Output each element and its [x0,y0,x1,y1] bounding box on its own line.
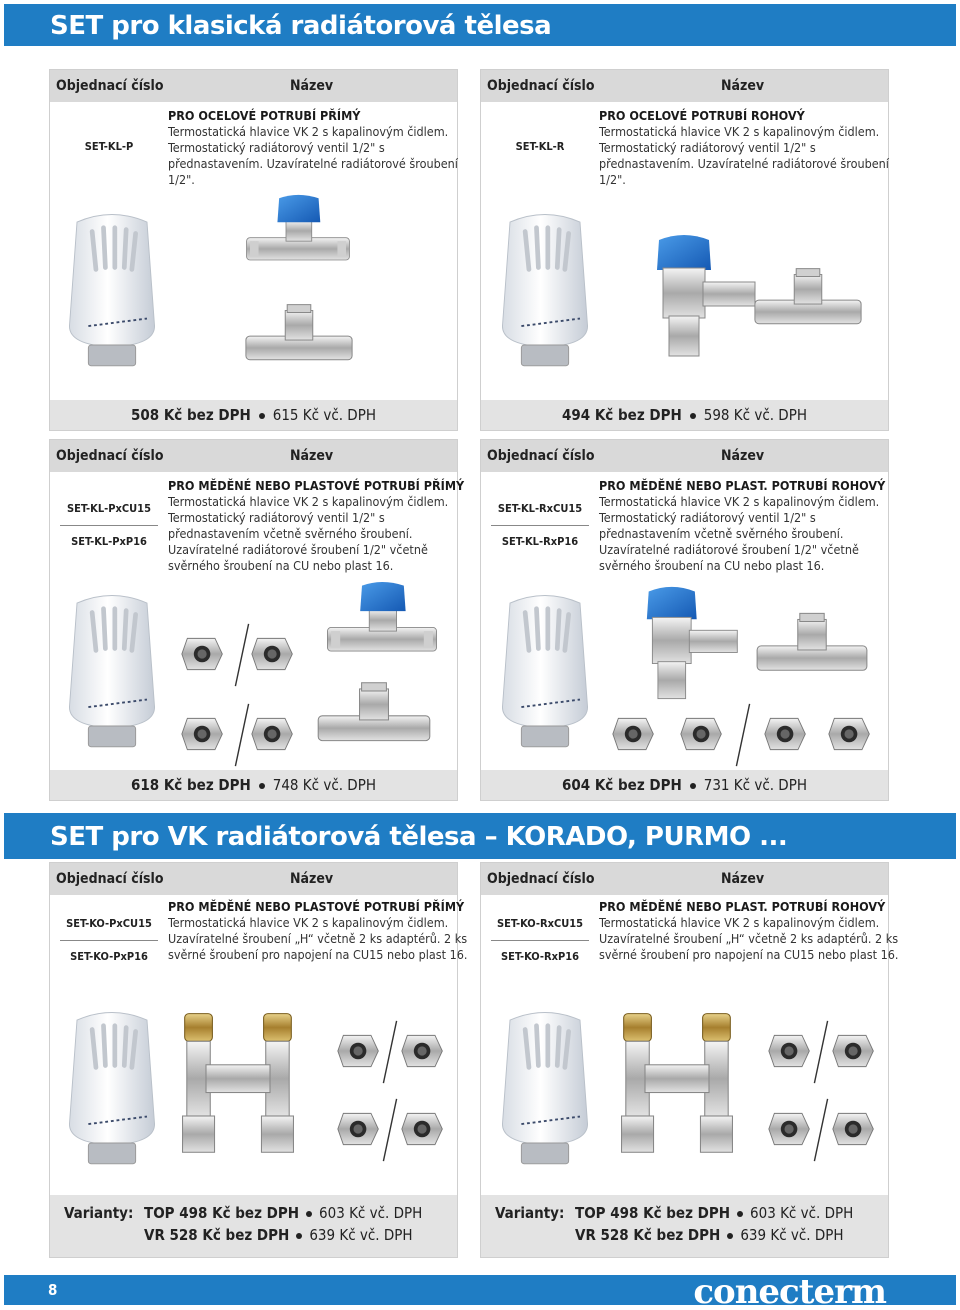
h-valve-image [174,1009,302,1159]
divider [491,525,589,526]
compression-nut-image [763,712,809,756]
price-net: VR 528 Kč bez DPH [144,1226,290,1244]
brand-logo: conecterm [693,1272,886,1310]
divider-line [811,1019,831,1085]
variants-label: Varianty: [495,1204,565,1222]
col-name: Název [290,448,334,464]
thermostatic-head-image [493,1007,597,1175]
product-card [480,69,889,431]
lockshield-image [751,610,873,694]
divider [60,525,158,526]
thermostatic-head-image [493,590,597,758]
product-card [480,862,899,1258]
price-net: TOP 498 Kč bez DPH [144,1204,300,1222]
price-bar [481,770,888,800]
divider-line [380,1019,400,1085]
order-codes [56,917,162,964]
thermostatic-head-image [493,208,597,378]
table-header [50,863,457,895]
section-banner [4,813,956,859]
thermostatic-head-image [60,1007,164,1175]
order-code: SET-KO-PxP16 [70,950,148,963]
product-card [49,439,465,801]
section-title: SET pro klasická radiátorová tělesa [50,11,552,41]
divider-line [733,702,753,768]
order-code: SET-KO-RxP16 [500,950,580,963]
product-text: Termostatická hlavice VK 2 s kapalinovým čidlem. Uzavíratelné šroubení „H“ včetně 2 ks adaptérů. 2 ks svěrné šroubení pro napojení na CU15 nebo plast 16. [168,915,468,962]
thermostatic-head-image [60,590,164,758]
section-banner [4,4,956,46]
product-description [168,108,468,188]
product-text: Termostatická hlavice VK 2 s kapalinovým čidlem. Termostatický radiátorový ventil 1/2" s přednastavením včetně svěrného šroubení. Uzavíratelné radiátorové šroubení 1/2" včetně svěrného šroubení na CU nebo plast 16. [168,494,449,573]
product-description [168,899,468,963]
product-description [599,478,899,574]
col-order-number: Objednací číslo [487,78,595,94]
bullet-icon [737,1211,743,1217]
price-gross: 598 Kč vč. DPH [703,406,807,424]
divider [491,940,589,941]
order-code: SET-KL-PxCU15 [67,502,151,515]
compression-nut-image [679,712,725,756]
product-title: PRO OCELOVÉ POTRUBÍ ROHOVÝ [599,108,805,123]
product-card [49,862,468,1258]
col-order-number: Objednací číslo [56,871,164,887]
compression-nut-image [611,712,657,756]
divider-line [232,622,252,688]
table-header [481,440,888,472]
col-name: Název [290,78,334,94]
bullet-icon [690,413,696,419]
product-text: Termostatická hlavice VK 2 s kapalinovým čidlem. Uzavíratelné šroubení „H“ včetně 2 ks adaptérů. 2 ks svěrné šroubení pro napojení na CU15 nebo plast 16. [599,915,899,962]
col-order-number: Objednací číslo [56,78,164,94]
price-bar [50,400,457,430]
variants-bar [481,1195,888,1257]
price-net: 494 Kč bez DPH [561,406,682,424]
compression-nut-image [336,1029,382,1073]
lockshield-image [240,302,358,382]
order-codes [56,140,162,154]
product-card [480,439,889,801]
table-header [481,863,888,895]
price-gross: 603 Kč vč. DPH [750,1204,854,1222]
compression-nut-image [831,1107,877,1151]
product-title: PRO MĚDĚNÉ NEBO PLAST. POTRUBÍ ROHOVÝ [599,899,886,914]
variant-vr [144,1226,413,1244]
order-code: SET-KL-P [84,140,134,153]
product-title: PRO MĚDĚNÉ NEBO PLASTOVÉ POTRUBÍ PŘÍMÝ [168,478,465,493]
product-title: PRO OCELOVÉ POTRUBÍ PŘÍMÝ [168,108,361,123]
compression-nut-image [180,632,226,676]
order-code: SET-KL-RxP16 [501,535,579,548]
price-net: TOP 498 Kč bez DPH [575,1204,731,1222]
order-codes [56,502,162,549]
variants-label: Varianty: [64,1204,134,1222]
order-code: SET-KL-R [515,140,565,153]
straight-valve-image [312,582,452,682]
page-number: 8 [48,1281,58,1299]
compression-nut-image [831,1029,877,1073]
compression-nut-image [250,712,296,756]
angle-valve-image [621,586,741,706]
product-text: Termostatická hlavice VK 2 s kapalinovým čidlem. Termostatický radiátorový ventil 1/2" s přednastavením. Uzavíratelné radiátorové šroubení 1/2". [168,124,458,187]
compression-nut-image [400,1029,446,1073]
price-net: VR 528 Kč bez DPH [575,1226,721,1244]
h-valve-image [613,1009,741,1159]
col-order-number: Objednací číslo [487,448,595,464]
divider-line [380,1097,400,1163]
col-name: Název [721,448,765,464]
col-order-number: Objednací číslo [56,448,164,464]
straight-valve-image [238,194,358,290]
product-description [599,899,899,963]
lockshield-image [749,266,867,346]
variant-top [575,1204,853,1222]
col-name: Název [721,871,765,887]
price-gross: 615 Kč vč. DPH [272,406,376,424]
lockshield-image [312,680,436,764]
footer-bar [4,1272,956,1310]
product-card [49,69,458,431]
variant-vr [575,1226,844,1244]
product-title: PRO MĚDĚNÉ NEBO PLASTOVÉ POTRUBÍ PŘÍMÝ [168,899,465,914]
bullet-icon [259,783,265,789]
section-title: SET pro VK radiátorová tělesa – KORADO, PURMO ... [50,822,788,852]
price-gross: 603 Kč vč. DPH [319,1204,423,1222]
order-codes [487,502,593,549]
price-bar [481,400,888,430]
table-header [50,70,457,102]
order-codes [487,917,593,964]
bullet-icon [727,1233,733,1239]
price-net: 508 Kč bez DPH [130,406,251,424]
bullet-icon [296,1233,302,1239]
product-text: Termostatická hlavice VK 2 s kapalinovým čidlem. Termostatický radiátorový ventil 1/2" s přednastavením včetně svěrného šroubení. Uzavíratelné radiátorové šroubení 1/2" včetně svěrného šroubení na CU nebo plast 16. [599,494,880,573]
product-title: PRO MĚDĚNÉ NEBO PLAST. POTRUBÍ ROHOVÝ [599,478,886,493]
order-codes [487,140,593,154]
order-code: SET-KO-PxCU15 [66,917,152,930]
price-net: 604 Kč bez DPH [561,776,682,794]
compression-nut-image [767,1029,813,1073]
product-text: Termostatická hlavice VK 2 s kapalinovým čidlem. Termostatický radiátorový ventil 1/2" s přednastavením. Uzavíratelné radiátorové šroubení 1/2". [599,124,889,187]
price-gross: 748 Kč vč. DPH [272,776,376,794]
table-header [481,70,888,102]
order-code: SET-KO-RxCU15 [496,917,584,930]
compression-nut-image [250,632,296,676]
divider [60,940,158,941]
table-header [50,440,457,472]
variant-top [144,1204,422,1222]
bullet-icon [259,413,265,419]
compression-nut-image [400,1107,446,1151]
divider-line [811,1097,831,1163]
price-gross: 731 Kč vč. DPH [703,776,807,794]
col-name: Název [721,78,765,94]
price-net: 618 Kč bez DPH [130,776,251,794]
compression-nut-image [180,712,226,756]
bullet-icon [306,1211,312,1217]
product-description [168,478,468,574]
col-order-number: Objednací číslo [487,871,595,887]
price-bar [50,770,457,800]
compression-nut-image [336,1107,382,1151]
product-description [599,108,899,188]
compression-nut-image [827,712,873,756]
bullet-icon [690,783,696,789]
variants-bar [50,1195,457,1257]
col-name: Název [290,871,334,887]
angle-valve-image [629,234,759,364]
price-gross: 639 Kč vč. DPH [309,1226,413,1244]
thermostatic-head-image [60,208,164,378]
order-code: SET-KL-RxCU15 [497,502,583,515]
compression-nut-image [767,1107,813,1151]
price-gross: 639 Kč vč. DPH [740,1226,844,1244]
divider-line [232,702,252,768]
order-code: SET-KL-PxP16 [71,535,147,548]
